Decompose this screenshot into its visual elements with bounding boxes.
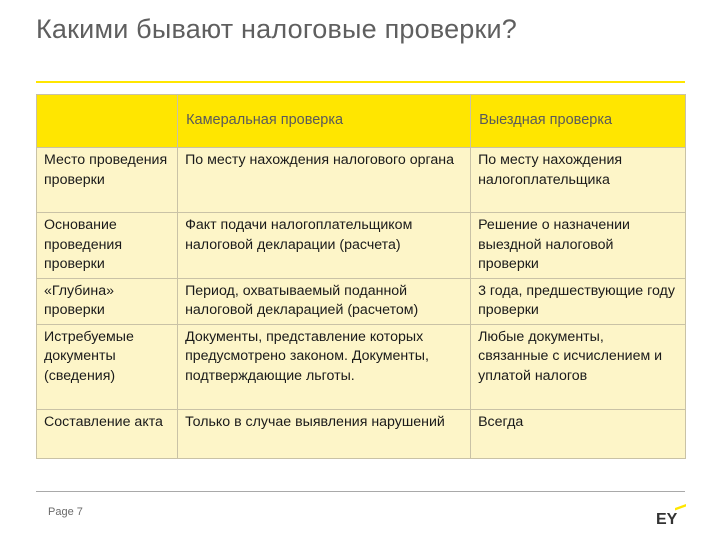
field-audit-cell: Всегда bbox=[471, 409, 686, 458]
table-row bbox=[37, 278, 686, 324]
ey-logo-icon bbox=[656, 503, 686, 525]
table-header-corner bbox=[37, 95, 178, 148]
desk-audit-cell: Период, охватываемый поданной налоговой декларацией (расчетом) bbox=[178, 278, 471, 324]
row-label: Основание проведения проверки bbox=[37, 213, 178, 279]
table-row bbox=[37, 148, 686, 213]
footer-divider bbox=[36, 491, 685, 492]
desk-audit-cell: Факт подачи налогоплательщиком налоговой декларации (расчета) bbox=[178, 213, 471, 279]
desk-audit-cell: Только в случае выявления нарушений bbox=[178, 409, 471, 458]
desk-audit-cell: Документы, представление которых предусмотрено законом. Документы, подтверждающие льготы. bbox=[178, 324, 471, 409]
field-audit-cell: По месту нахождения налогоплательщика bbox=[471, 148, 686, 213]
table-row bbox=[37, 409, 686, 458]
row-label: Истребуемые документы (сведения) bbox=[37, 324, 178, 409]
table-header-row bbox=[37, 95, 686, 148]
slide-title: Какими бывают налоговые проверки? bbox=[36, 14, 518, 44]
table-header-field-audit: Выездная проверка bbox=[471, 95, 686, 148]
page-number: Page 7 bbox=[48, 506, 83, 518]
comparison-table bbox=[36, 94, 686, 459]
table-header-desk-audit: Камеральная проверка bbox=[178, 95, 471, 148]
row-label: «Глубина» проверки bbox=[37, 278, 178, 324]
row-label: Составление акта bbox=[37, 409, 178, 458]
row-label: Место проведения проверки bbox=[37, 148, 178, 213]
svg-text:EY: EY bbox=[656, 511, 678, 525]
title-underline bbox=[36, 81, 685, 83]
table-row bbox=[37, 213, 686, 279]
desk-audit-cell: По месту нахождения налогового органа bbox=[178, 148, 471, 213]
field-audit-cell: Решение о назначении выездной налоговой проверки bbox=[471, 213, 686, 279]
field-audit-cell: Любые документы, связанные с исчислением и уплатой налогов bbox=[471, 324, 686, 409]
table-row bbox=[37, 324, 686, 409]
field-audit-cell: 3 года, предшествующие году проверки bbox=[471, 278, 686, 324]
